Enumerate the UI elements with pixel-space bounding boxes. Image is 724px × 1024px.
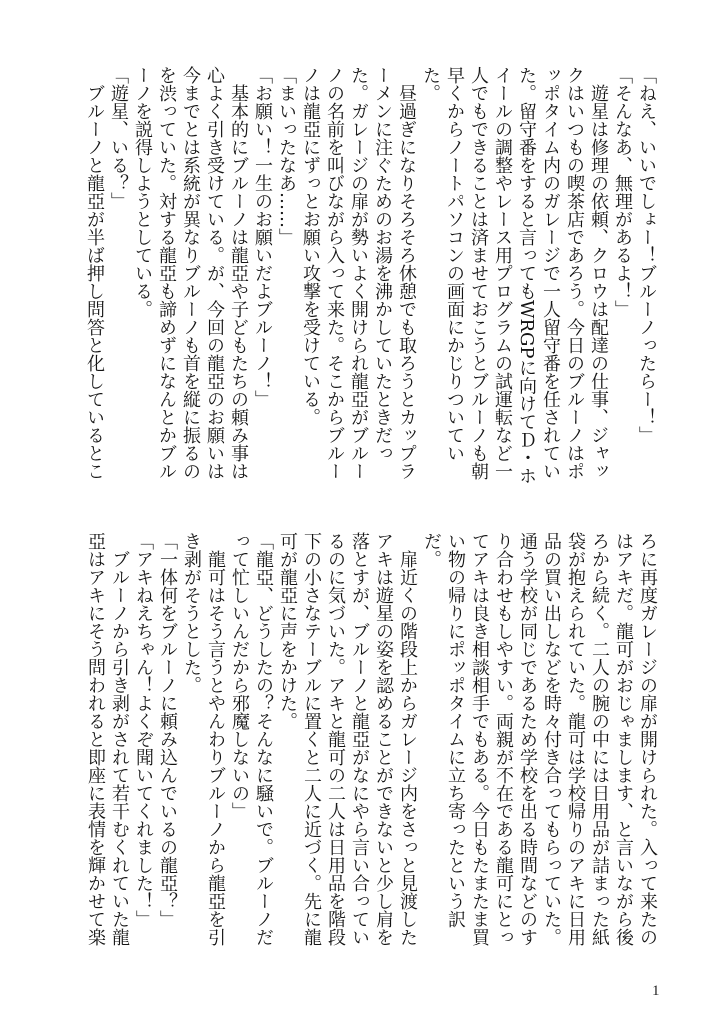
text-line: イールの調整やレース用プログラムの試運転など一 xyxy=(492,66,513,480)
text-line: 遊星は修理の依頼、クロウは配達の仕事、ジャッ xyxy=(588,66,609,480)
text-line: クはいつもの喫茶店であろう。今日のブルーノはポ xyxy=(564,66,585,480)
text-line: き剥がそうとした。 xyxy=(181,532,202,694)
text-line: ブルーノと龍亞が半ば押し問答と化しているとこ xyxy=(84,66,105,480)
text-line: 通う学校が同じであるため学校を出る時間などのす xyxy=(517,532,538,946)
text-line: ノは龍亞にずっとお願い攻撃を受けている。 xyxy=(300,66,321,426)
text-line: 「ねえ、いいでしょー！ブルーノったらー！」 xyxy=(636,66,657,444)
text-line: るのに気づいた。アキと龍可の二人は日用品を階段 xyxy=(325,532,346,946)
text-line: 「遊星、いる？」 xyxy=(108,66,129,210)
text-line: 「アキねえちゃん！よくぞ聞いてくれました！」 xyxy=(133,532,154,928)
text-line: 下の小さなテーブルに置くと二人に近づく。先に龍 xyxy=(301,532,322,946)
text-line: てアキは良き相談相手でもある。今日もたまたま買 xyxy=(469,532,490,946)
text-line: た。ガレージの扉が勢いよく開けられ龍亞がブルー xyxy=(348,66,369,480)
text-line: 亞はアキにそう問われると即座に表情を輝かせて楽 xyxy=(85,532,106,946)
text-line: 「龍亞、どうしたの？そんなに騒いで。ブルーノだ xyxy=(253,532,274,946)
text-line: た。 xyxy=(420,66,441,102)
text-line: 「そんなあ、無理があるよ！」 xyxy=(612,66,633,318)
text-line: 袋が抱えられていた。龍可は学校帰りのアキに日用 xyxy=(565,532,586,946)
text-line: ブルーノから引き剥がされて若干むくれていた龍 xyxy=(109,532,130,946)
text-line: り合わせもしやすい。両親が不在である龍可にとっ xyxy=(493,532,514,946)
text-line: 扉近くの階段上からガレージ内をさっと見渡した xyxy=(397,532,418,946)
text-line: ノの名前を叫びながら入って来た。そこからブルー xyxy=(324,66,345,480)
text-line: 基本的にブルーノは龍亞や子どもたちの頼み事は xyxy=(228,66,249,480)
text-line: 「まいったなあ……」 xyxy=(276,66,297,246)
text-block-upper xyxy=(82,66,658,485)
text-line: ッポタイム内のガレージで一人留守番を任されてい xyxy=(540,66,561,480)
text-line: 心よく引き受けている。が、今回の龍亞のお願いは xyxy=(204,66,225,480)
text-line: ーメンに注ぐためのお湯を沸かしていたときだっ xyxy=(372,66,393,462)
text-line: 龍可はそう言うとやんわりブルーノから龍亞を引 xyxy=(205,532,226,946)
text-line: って忙しいんだから邪魔しないの」 xyxy=(229,532,250,820)
text-line: た。留守番をすると言ってもWRGPに向けてＤ・ホ xyxy=(516,66,537,485)
text-line: 「お願い！一生のお願いだよブルーノ！」 xyxy=(252,66,273,408)
text-line: ろに再度ガレージの扉が開けられた。入って来たの xyxy=(637,532,658,946)
page-number: 1 xyxy=(652,983,660,999)
text-line: 可が龍亞に声をかけた。 xyxy=(277,532,298,730)
text-line: はアキだ。龍可がおじゃまします、と言いながら後 xyxy=(613,532,634,946)
text-line: 落とすが、ブルーノと龍亞がなにやら言い合ってい xyxy=(349,532,370,946)
text-line: い物の帰りにポッポタイムに立ち寄ったという訳 xyxy=(445,532,466,928)
text-line: 今までとは系統が異なりブルーノも首を縦に振るの xyxy=(180,66,201,480)
text-line: ーノを説得しようとしている。 xyxy=(132,66,153,318)
text-line: 人でもできることは済ませておこうとブルーノも朝 xyxy=(468,66,489,480)
text-block-lower xyxy=(83,532,659,946)
text-line: を渋っていた。対する龍亞も諦めずになんとかブル xyxy=(156,66,177,480)
text-line: 早くからノートパソコンの画面にかじりついてい xyxy=(444,66,465,462)
text-line: 昼過ぎになりそろそろ休憩でも取ろうとカップラ xyxy=(396,66,417,480)
text-line: ろから続く。二人の腕の中には日用品が詰まった紙 xyxy=(589,532,610,946)
text-line: 品の買い出しなどを時々付き合ってもらっていた。 xyxy=(541,532,562,946)
text-line: アキは遊星の姿を認めることができないと少し肩を xyxy=(373,532,394,946)
text-line: 「一体何をブルーノに頼み込んでいるの龍亞？」 xyxy=(157,532,178,928)
text-line: だ。 xyxy=(421,532,442,568)
